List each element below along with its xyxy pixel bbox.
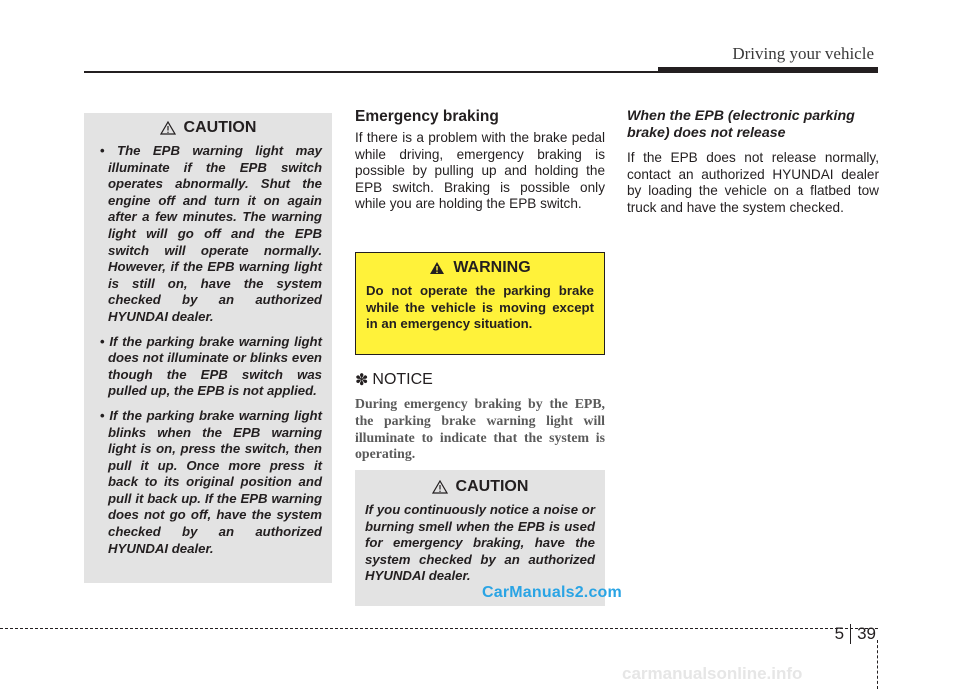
section-title: Driving your vehicle bbox=[732, 44, 874, 63]
epb-release-text: If the EPB does not release normally, contact an authorized HYUNDAI dealer by loading the vehicle on a flatbed tow truck and have the system checked. bbox=[627, 150, 879, 215]
emergency-braking-text: If there is a problem with the brake pedal while driving, emergency braking is possible by pulling up and holding the EPB switch. Braking is possible only while you are holding the EPB switch. bbox=[355, 130, 605, 212]
notice-heading bbox=[355, 370, 605, 390]
footer-site-link[interactable]: carmanualsonline.info bbox=[622, 664, 803, 683]
chapter-number: 5 bbox=[834, 624, 845, 643]
notice-section bbox=[355, 370, 605, 463]
caution-heading bbox=[94, 119, 322, 137]
caution-title: CAUTION bbox=[455, 478, 529, 495]
emergency-braking-heading: Emergency braking bbox=[355, 108, 499, 125]
caution-item: • If the parking brake warning light does not illuminate or blinks even though the EPB switch was pulled up, the EPB is not applied. bbox=[94, 334, 322, 400]
warning-triangle-icon bbox=[429, 261, 445, 275]
header-rule-accent bbox=[658, 67, 878, 73]
watermark: CarManuals2.com bbox=[482, 584, 622, 601]
epb-release-heading: When the EPB (electronic parking brake) does not release bbox=[627, 108, 855, 141]
caution-box-left bbox=[84, 113, 332, 583]
footer-vertical-rule bbox=[877, 640, 878, 689]
caution-item: • The EPB warning light may illuminate if the EPB switch operates abnormally. Shut the engine off and turn it on again after a few minutes. The warning light will go off and the EPB switch will operate normally. However, if the EPB warning light is still on, have the system checked by an authorized HYUNDAI dealer. bbox=[94, 143, 322, 326]
epb-release-section bbox=[627, 108, 879, 216]
notice-asterisk-icon: ✽ bbox=[355, 372, 369, 389]
caution-triangle-icon bbox=[160, 121, 176, 135]
page-number-separator bbox=[850, 624, 851, 644]
caution-heading bbox=[365, 478, 595, 496]
header-rule bbox=[84, 71, 660, 73]
warning-heading bbox=[366, 259, 594, 277]
page-number-value: 39 bbox=[857, 624, 876, 643]
notice-title: NOTICE bbox=[372, 371, 433, 388]
notice-text: During emergency braking by the EPB, the parking brake warning light will illuminate to indicate that the system is operating. bbox=[355, 396, 605, 462]
caution-list bbox=[94, 143, 322, 557]
warning-title: WARNING bbox=[453, 259, 531, 276]
caution-item: • If the parking brake warning light blinks when the EPB warning light is on, press the switch, then pull it up. Once more press it back to its original position and pull it back up. If the EPB warning does not go off, have the system checked by an authorized HYUNDAI dealer. bbox=[94, 408, 322, 557]
page-number bbox=[835, 624, 876, 644]
footer-rule bbox=[0, 628, 878, 629]
warning-box bbox=[355, 252, 605, 355]
warning-text: Do not operate the parking brake while the vehicle is moving except in an emergency situation. bbox=[366, 283, 594, 332]
caution-text: If you continuously notice a noise or burning smell when the EPB is used for emergency braking, have the system checked by an authorized HYUNDAI dealer. bbox=[365, 502, 595, 584]
emergency-braking-section bbox=[355, 108, 605, 213]
caution-title: CAUTION bbox=[183, 119, 257, 136]
caution-triangle-icon bbox=[432, 480, 448, 494]
